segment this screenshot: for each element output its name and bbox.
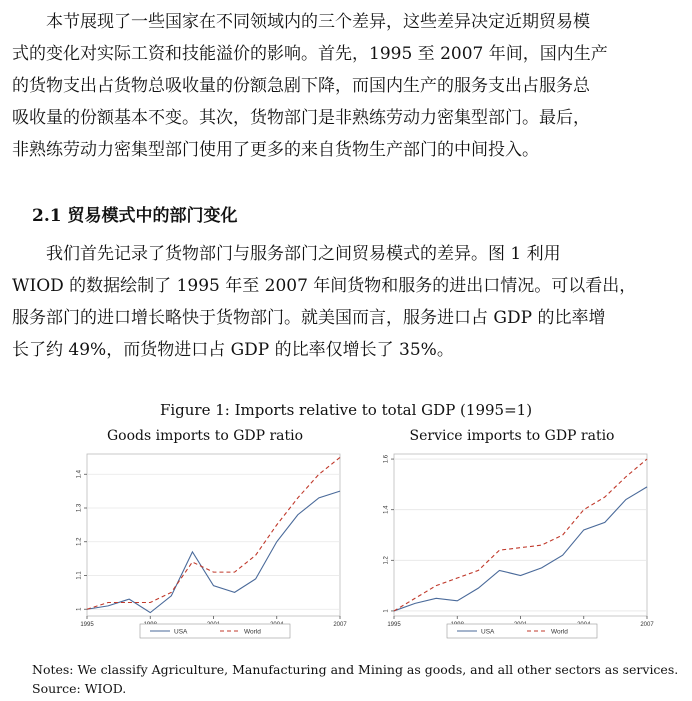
y-tick-label: 1.4 (383, 505, 390, 514)
y-tick-label: 1 (383, 609, 390, 613)
service-chart (372, 428, 652, 650)
notes-text: Notes: We classify Agriculture, Manufacturing and Mining as goods, and all other sectors as services. (32, 662, 679, 677)
y-tick-label: 1.2 (76, 537, 83, 546)
series-line-usa (87, 491, 340, 613)
series-line-usa (394, 487, 647, 611)
body-line: 长了约 49%，而货物进口占 GDP 的比率仅增长了 35%。 (12, 340, 454, 360)
plot-frame (87, 454, 340, 616)
x-tick-label: 1995 (80, 622, 94, 628)
body-paragraph (12, 238, 678, 366)
y-tick-label: 1.2 (383, 556, 390, 565)
x-tick-label: 2007 (640, 622, 654, 628)
figure-notes (32, 660, 678, 698)
y-tick-label: 1.3 (76, 503, 83, 513)
x-tick-label: 1995 (387, 622, 401, 628)
y-tick-label: 1.1 (76, 571, 83, 580)
legend-label: World (551, 628, 568, 636)
series-line-world (394, 459, 647, 611)
intro-line: 式的变化对实际工资和技能溢价的影响。首先，1995 至 2007 年间，国内生产 (12, 44, 608, 64)
series-line-world (87, 457, 340, 609)
service-chart-svg (372, 446, 652, 646)
body-line: 服务部门的进口增长略快于货物部门。就美国而言，服务进口占 GDP 的比率增 (12, 308, 606, 328)
intro-paragraph (12, 6, 678, 166)
section-heading: 2.1 贸易模式中的部门变化 (32, 206, 238, 226)
source-text: Source: WIOD. (32, 681, 127, 696)
body-line: WIOD 的数据绘制了 1995 年至 2007 年间货物和服务的进出口情况。可以看出， (12, 276, 637, 296)
goods-chart-title: Goods imports to GDP ratio (106, 428, 304, 444)
x-tick-label: 2007 (333, 622, 347, 628)
plot-frame (394, 454, 647, 616)
intro-line: 的货物支出占货物总吸收量的份额急剧下降，而国内生产的服务支出占服务总 (12, 76, 590, 96)
service-chart-title: Service imports to GDP ratio (409, 428, 615, 444)
body-line: 我们首先记录了货物部门与服务部门之间贸易模式的差异。图 1 利用 (46, 244, 561, 264)
intro-line: 非熟练劳动力密集型部门使用了更多的来自货物生产部门的中间投入。 (12, 140, 539, 160)
intro-line: 本节展现了一些国家在不同领域内的三个差异，这些差异决定近期贸易模 (46, 12, 590, 32)
legend-label: USA (174, 628, 188, 636)
figure-title: Figure 1: Imports relative to total GDP (1995=1) (159, 401, 533, 419)
intro-line: 吸收量的份额基本不变。其次，货物部门是非熟练劳动力密集型部门。最后， (12, 108, 590, 128)
y-tick-label: 1.6 (383, 454, 390, 464)
y-tick-label: 1 (76, 607, 83, 611)
legend-label: World (244, 628, 261, 636)
goods-chart-svg (65, 446, 345, 646)
legend-label: USA (481, 628, 495, 636)
goods-chart (65, 428, 345, 650)
y-tick-label: 1.4 (76, 470, 83, 479)
